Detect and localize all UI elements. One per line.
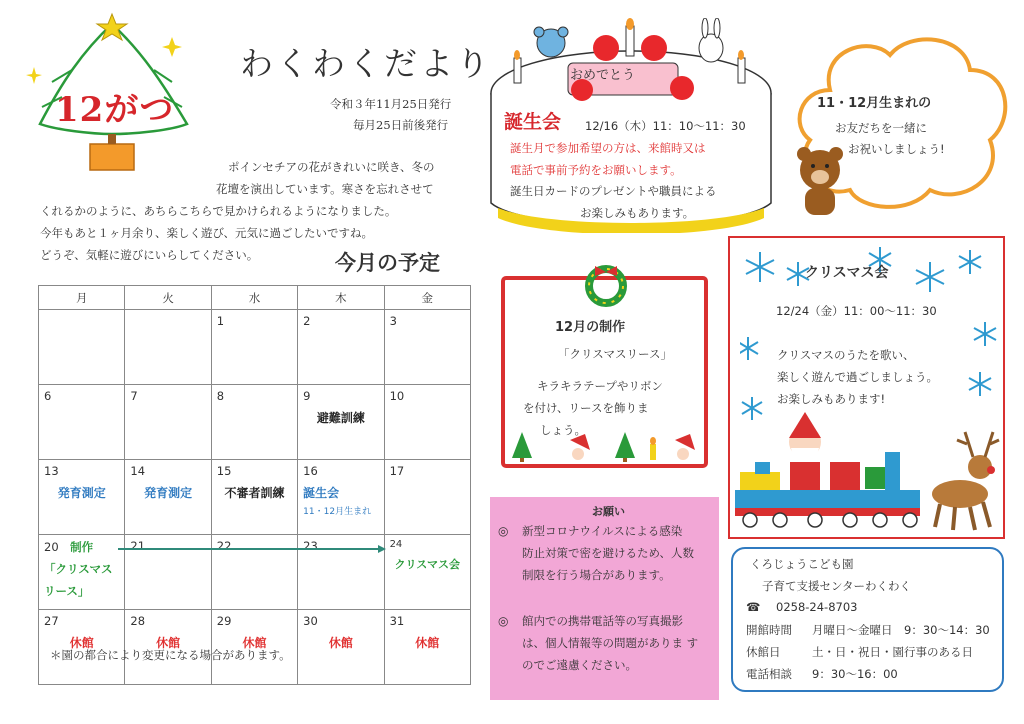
calendar-day [125,310,211,385]
phone-icon: ☎ [746,600,761,614]
consult-value: 9：30～16：00 [812,667,898,681]
day-number: 24 [389,539,403,550]
day-number: 16 [303,464,318,478]
day-number: 13 [44,464,59,478]
intro-line: くれるかのように、あちらこちらで見かけられるようになりました。 [40,204,397,218]
event-label: 避難訓練 [316,411,365,425]
day-number: 20 制作 [44,540,94,554]
notice-title: お願い [592,505,625,518]
birthday-text: お楽しみもあります。 [580,206,695,220]
day-number: 28 [130,614,146,628]
day-number: 9 [303,389,311,403]
santa-train-illustration [735,412,1000,534]
event-label: 制作 [70,540,94,554]
craft-title: 12月の制作 [555,320,626,335]
intro-line: 花壇を演出しています。寒さを忘れさせて [216,182,434,196]
calendar-day [39,385,125,460]
calendar-day [298,610,384,685]
closed-label: 休館日 [746,645,781,659]
birthday-party-title: 誕生会 [504,111,562,133]
org-name: くろじょうこども園 [750,557,854,571]
weekday-header: 火 [125,286,211,310]
schedule-title: 今月の予定 [335,251,440,275]
day-number: 1 [216,314,225,328]
closed-value: 土・日・祝日・園行事のある日 [812,645,973,659]
event-label: リース」 [44,584,90,598]
intro-line: ポインセチアの花がきれいに咲き、冬の [228,160,435,174]
notice-line: 新型コロナウイルスによる感染 [522,524,683,538]
event-label: 発育測定 [144,486,193,500]
issue-date: 令和３年11月25日発行 [330,97,452,111]
event-label: 誕生会 [303,486,340,500]
calendar-day [39,535,125,610]
craft-text: しょう。 [540,423,586,437]
notice-line: 館内での携帯電話等の写真撮影 [522,614,683,628]
calendar-note: ＊園の都合により変更になる場合があります。 [50,648,291,662]
calendar-day [125,385,211,460]
christmas-party-time: 12/24（金）11：00～11：30 [776,304,937,318]
calendar-day [384,535,470,610]
calendar-day [125,460,211,535]
day-number: 31 [389,614,405,628]
monthly-calendar [38,285,471,685]
cloud-text: お友だちを一緒に [835,121,927,135]
christmas-text: お楽しみもあります! [777,392,886,406]
event-label: 休館 [242,636,267,650]
event-label: 発育測定 [57,486,106,500]
calendar-day [298,310,384,385]
event-label: 休館 [328,636,353,650]
bullet-icon: ◎ [498,524,509,538]
center-name: 子育て支援センターわくわく [762,579,912,593]
newsletter-title: わくわくだより [240,44,492,83]
birthday-text: 誕生日カードのプレゼントや職員による [510,184,717,198]
event-label: クリスマス会 [394,558,461,571]
calendar-day [211,310,297,385]
christmas-text: クリスマスのうたを歌い、 [777,348,915,362]
christmas-text: 楽しく遊んで過ごしましょう。 [777,370,938,384]
day-number: 15 [216,464,232,478]
event-label: 「クリスマス [44,562,113,576]
craft-text: キラキラテープやリボン [537,379,663,393]
cloud-title: 11・12月生まれの [817,96,932,111]
christmas-party-title: クリスマス会 [805,265,889,281]
notice-line: は、個人情報等の問題がありま す [522,636,699,650]
notice-item [522,610,722,676]
day-number: 7 [130,389,138,403]
weekday-header: 木 [298,286,384,310]
consult-label: 電話相談 [746,667,792,681]
hours-label: 開館時間 [746,623,792,637]
day-number: 10 [389,389,405,403]
cake-banner-text: おめでとう [570,68,636,83]
day-number: 14 [130,464,146,478]
day-number: 17 [389,464,405,478]
christmas-decor-icons [510,430,700,462]
weekday-header: 金 [384,286,470,310]
day-number: 21 [130,539,146,553]
calendar-day [39,460,125,535]
notice-line: 防止対策で密を避けるため、人数 [522,546,695,560]
wreath-icon [585,258,627,308]
reindeer-icon [932,432,999,530]
event-label: 休館 [156,636,181,650]
notice-line: 制限を行う場合があります。 [522,568,671,582]
day-number: 3 [389,314,397,328]
weekday-header: 水 [211,286,297,310]
period-arrow [118,545,386,553]
notice-line: のでご遠慮ください。 [522,658,637,672]
day-number: 8 [216,389,225,403]
intro-line: 今年もあと１ヶ月余り、楽しく遊び、元気に過ごしたいですね。 [40,226,374,240]
day-number: 22 [216,539,232,553]
event-label: 休館 [69,636,94,650]
calendar-day [384,385,470,460]
month-badge: 12がつ [55,90,175,130]
calendar-day [384,460,470,535]
birthday-party-time: 12/16（木）11：10～11：30 [585,119,746,133]
calendar-day [39,310,125,385]
calendar-week [39,460,471,535]
craft-name: 「クリスマスリース」 [558,347,672,361]
calendar-day [211,460,297,535]
birthday-text: 誕生月で参加希望の方は、来館時又は [510,141,706,155]
hours-value: 月曜日～金曜日 9：30～14：30 [812,623,990,637]
calendar-week [39,310,471,385]
calendar-header-row [39,286,471,310]
notice-item [522,520,722,586]
santa-icon [789,412,821,492]
day-number: 2 [303,314,311,328]
event-sublabel: 11・12月生まれ [303,507,372,517]
calendar-day [298,460,384,535]
calendar-day [211,385,297,460]
day-number: 30 [303,614,318,628]
intro-line: どうぞ、気軽に遊びにいらしてください。 [40,248,259,262]
calendar-week [39,385,471,460]
day-number: 23 [303,539,318,553]
calendar-day [384,310,470,385]
day-number: 27 [44,614,59,628]
calendar-day [298,385,384,460]
calendar-day [384,610,470,685]
event-label: 不審者訓練 [224,486,285,500]
event-label: 休館 [415,636,440,650]
bear-icon [797,147,843,215]
day-number: 6 [44,389,52,403]
birthday-text: 電話で事前予約をお願いします。 [510,163,682,177]
bullet-icon: ◎ [498,614,509,628]
issue-frequency: 毎月25日前後発行 [353,118,449,132]
day-number: 29 [216,614,232,628]
craft-text: を付け、リースを飾りま [523,401,649,415]
weekday-header: 月 [39,286,125,310]
phone-number: 0258-24-8703 [776,600,858,614]
cloud-text: お祝いしましょう! [848,142,945,156]
